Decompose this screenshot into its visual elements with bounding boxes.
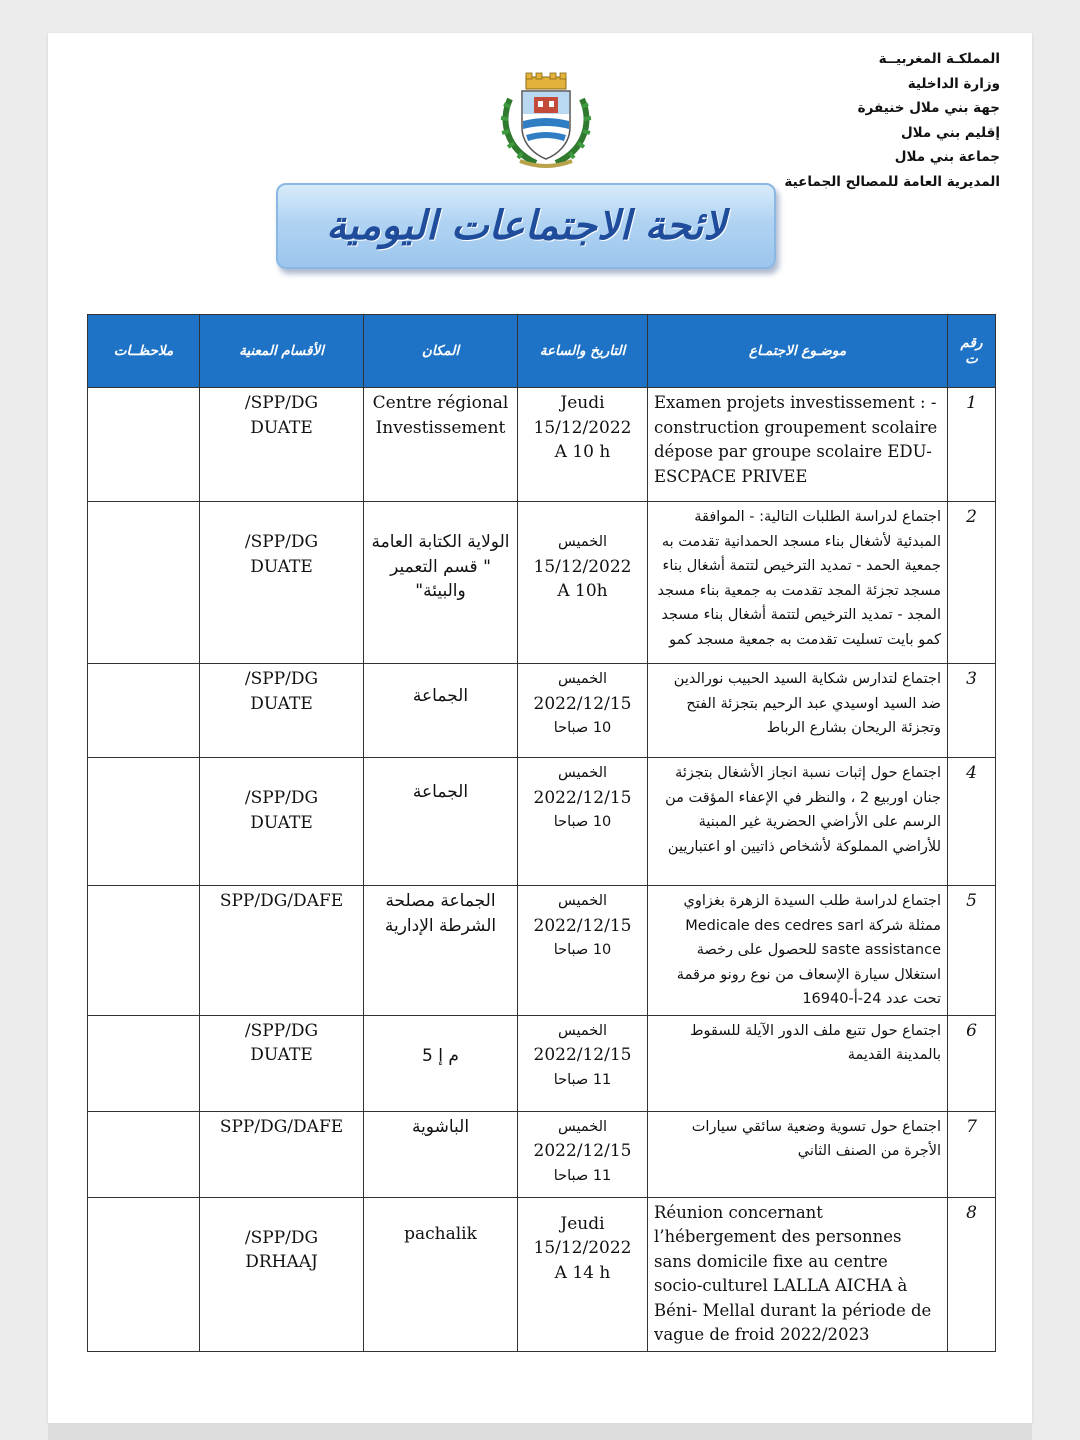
row-date: 2022/12/15 <box>533 915 632 936</box>
row-number: 5 <box>948 886 996 1016</box>
municipal-coat-of-arms-icon <box>496 71 596 173</box>
row-subject: Examen projets investissement : -construction groupement scolaire dépose par groupe scolaire EDU-ESCPACE PRIVEE <box>648 388 948 502</box>
meetings-table <box>87 314 996 1352</box>
row-subject: اجتماع لتدارس شكاية السيد الحبيب نورالدين ضد السيد اوسيدي عبد الرحيم بتجزئة الفتح وتجزئة الريحان بشارع الرباط <box>648 664 948 758</box>
document-page <box>48 33 1032 1423</box>
row-number: 1 <box>948 388 996 502</box>
row-departments <box>200 1015 364 1111</box>
table-row <box>88 1197 996 1351</box>
row-date-time <box>518 502 648 664</box>
row-notes <box>88 502 200 664</box>
row-notes <box>88 1197 200 1351</box>
row-notes <box>88 664 200 758</box>
row-date-time <box>518 388 648 502</box>
row-place: الجماعة <box>364 664 518 758</box>
row-subject: اجتماع حول تسوية وضعية سائقي سيارات الأجرة من الصنف الثاني <box>648 1111 948 1197</box>
row-date-time <box>518 1015 648 1111</box>
row-time: A 10h <box>557 581 608 601</box>
row-subject: اجتماع لدراسة طلب السيدة الزهرة بغزاوي ممثلة شركة Medicale des cedres sarl saste assistance للحصول على رخصة استغلال سيارة الإسعاف من نوع رونو مرقمة تحت عدد 24-أ-16940 <box>648 886 948 1016</box>
row-departments-text: SPP/DG/DAFE <box>219 891 344 911</box>
row-departments-text: SPP/DG/ DUATE <box>244 393 319 438</box>
table-row <box>88 664 996 758</box>
row-place: الباشوية <box>364 1111 518 1197</box>
row-date: 15/12/2022 <box>533 556 632 577</box>
row-subject: اجتماع حول تتبع ملف الدور الآيلة للسقوط بالمدينة القديمة <box>648 1015 948 1111</box>
row-place: Centre régional Investissement <box>364 388 518 502</box>
row-day: الخميس <box>557 1118 608 1135</box>
row-departments <box>200 388 364 502</box>
row-date: 15/12/2022 <box>533 417 632 438</box>
row-departments-text: SPP/DG/DAFE <box>219 1116 344 1137</box>
header-date-time: التاريخ والساعة <box>518 315 648 388</box>
row-date: 2022/12/15 <box>533 693 632 714</box>
row-departments <box>200 758 364 886</box>
row-date: 2022/12/15 <box>533 787 632 808</box>
row-subject: اجتماع حول إثبات نسبة انجاز الأشغال بتجزئة جنان اوربيع 2 ، والنظر في الإعفاء المؤقت من الرسم على الأراضي الحضرية غير المبنية للأراضي المملوكة لأشخاص ذاتيين او اعتباريين <box>648 758 948 886</box>
row-number: 7 <box>948 1111 996 1197</box>
row-number: 2 <box>948 502 996 664</box>
header-place: المكان <box>364 315 518 388</box>
row-day: Jeudi <box>560 393 605 413</box>
issuing-authority-header <box>784 47 1000 194</box>
row-date-time <box>518 1197 648 1351</box>
header-departments: الأقسام المعنية <box>200 315 364 388</box>
row-time: 10 صباحا <box>553 814 612 830</box>
row-place: الولاية الكتابة العامة " قسم التعمير والبيئة" <box>364 502 518 664</box>
row-notes <box>88 758 200 886</box>
row-time: A 14 h <box>554 1262 611 1283</box>
row-departments <box>200 664 364 758</box>
table-header-row <box>88 315 996 388</box>
row-departments <box>200 886 364 1016</box>
page-edge <box>48 1423 1032 1440</box>
row-number: 4 <box>948 758 996 886</box>
row-subject: Réunion concernant l’hébergement des personnes sans domicile fixe au centre socio-culturel LALLA AICHA à Béni- Mellal durant la période de vague de froid 2022/2023 <box>648 1197 948 1351</box>
row-notes <box>88 1111 200 1197</box>
row-notes <box>88 886 200 1016</box>
row-departments <box>200 1111 364 1197</box>
row-place: الجماعة مصلحة الشرطة الإدارية <box>364 886 518 1016</box>
row-departments <box>200 502 364 664</box>
document-title-banner <box>276 183 776 269</box>
row-notes <box>88 1015 200 1111</box>
row-time: 11 صباحا <box>553 1167 612 1184</box>
table-row <box>88 388 996 502</box>
row-date: 2022/12/15 <box>533 1141 632 1161</box>
row-date-time <box>518 758 648 886</box>
row-departments-text: SPP/DG/ DRHAAJ <box>244 1227 319 1272</box>
row-date-time <box>518 1111 648 1197</box>
row-day: الخميس <box>557 893 608 909</box>
row-number: 3 <box>948 664 996 758</box>
row-departments-text: SPP/DG/ DUATE <box>244 788 319 833</box>
table-row <box>88 502 996 664</box>
header-notes: ملاحظــات <box>88 315 200 388</box>
row-place: pachalik <box>364 1197 518 1351</box>
header-line-ministry: وزارة الداخلية <box>907 75 1000 92</box>
table-row <box>88 758 996 886</box>
row-notes <box>88 388 200 502</box>
row-day: الخميس <box>557 1022 608 1039</box>
header-number: رقم ت <box>948 315 996 388</box>
table-row <box>88 886 996 1016</box>
row-departments-text: SPP/DG/ DUATE <box>244 669 319 714</box>
row-departments-text: SPP/DG/ DUATE <box>244 532 319 577</box>
row-day: Jeudi <box>560 1213 605 1234</box>
row-time: 11 صباحا <box>553 1071 612 1088</box>
row-subject: اجتماع لدراسة الطلبات التالية: - الموافقة المبدئية لأشغال بناء مسجد الحمدانية تقدمت به جمعية الحمد - تمديد الترخيص لتتمة أشغال بناء مسجد تجزئة المجد تقدمت به جمعية بناء مسجد المجد - تمديد الترخيص لتتمة أشغال بناء مسجد كمو بايت تسليت تقدمت به جمعية مسجد كمو <box>648 502 948 664</box>
row-date: 15/12/2022 <box>533 1238 632 1258</box>
row-departments-text: SPP/DG/ DUATE <box>244 1020 319 1065</box>
row-day: الخميس <box>557 534 608 550</box>
row-date-time <box>518 664 648 758</box>
table-row <box>88 1015 996 1111</box>
table-row <box>88 1111 996 1197</box>
row-place: الجماعة <box>364 758 518 886</box>
document-title: لائحة الاجتماعات اليومية <box>326 203 726 249</box>
header-subject: موضـوع الاجتمـاع <box>648 315 948 388</box>
header-line-directorate: المديرية العامة للمصالح الجماعية <box>784 173 1000 190</box>
row-number: 8 <box>948 1197 996 1351</box>
header-line-region: جهة بني ملال خنيفرة <box>857 100 1000 116</box>
header-line-commune: جماعة بني ملال <box>894 149 1000 165</box>
row-date: 2022/12/15 <box>533 1045 632 1065</box>
row-day: الخميس <box>557 765 608 781</box>
row-time: 10 صباحا <box>553 720 612 736</box>
row-departments <box>200 1197 364 1351</box>
row-date-time <box>518 886 648 1016</box>
row-place: م إ 5 <box>364 1015 518 1111</box>
row-number: 6 <box>948 1015 996 1111</box>
row-time: 10 صباحا <box>553 942 612 958</box>
header-line-kingdom: المملكـة المغربيــة <box>878 51 1000 67</box>
row-time: A 10 h <box>554 442 611 462</box>
row-day: الخميس <box>557 671 608 687</box>
header-line-province: إقليم بني ملال <box>900 124 1000 141</box>
